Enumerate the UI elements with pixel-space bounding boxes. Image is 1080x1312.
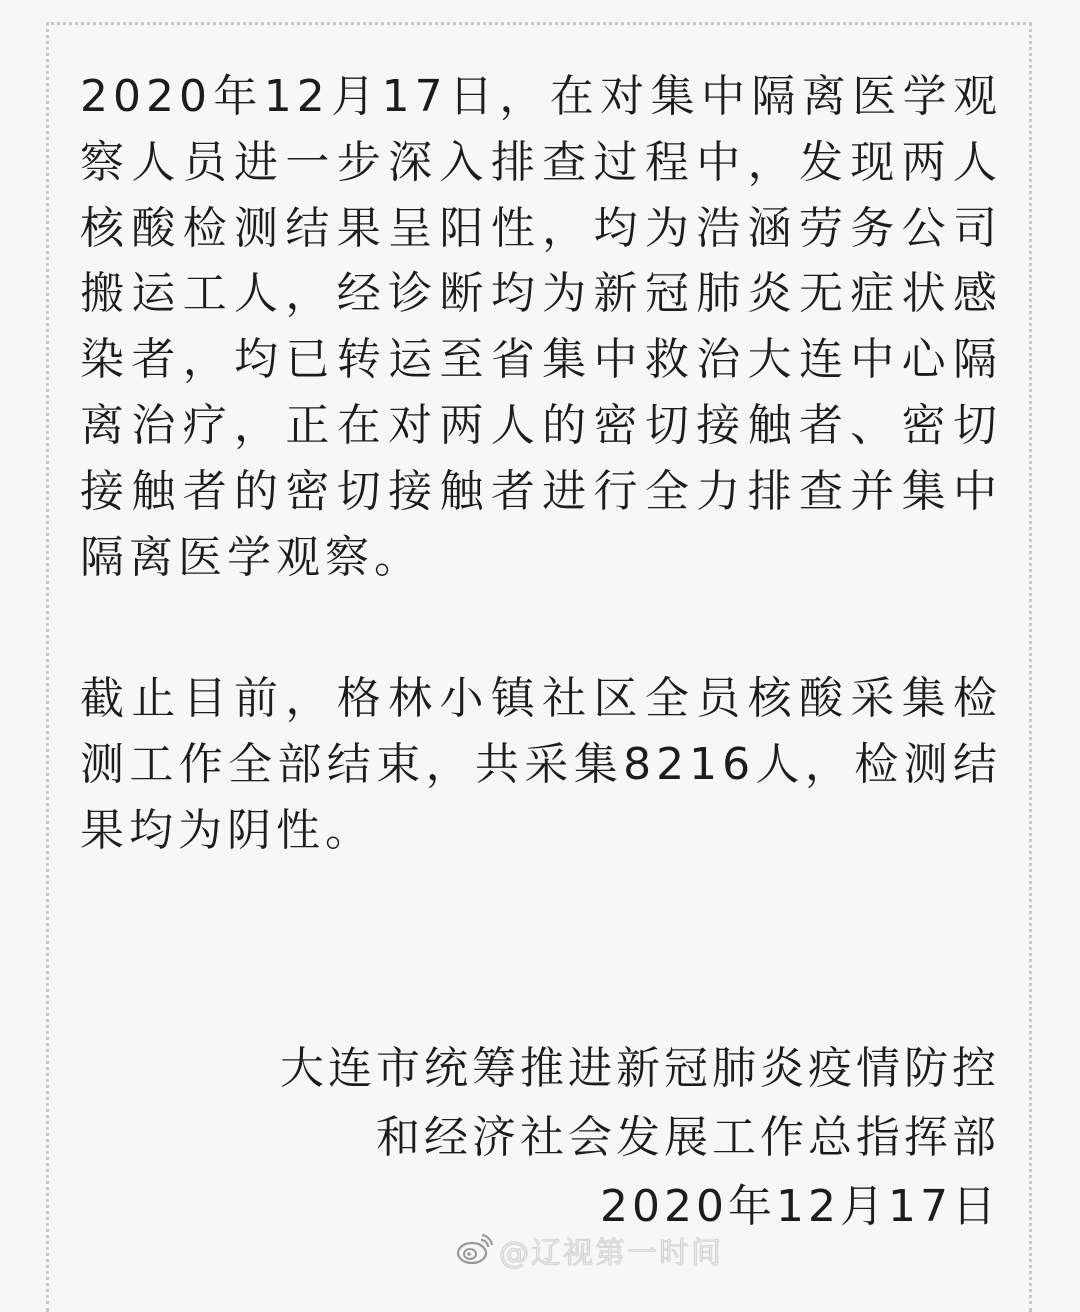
paragraph-1: 2020年12月17日，在对集中隔离医学观察人员进一步深入排查过程中，发现两人核酸检测结果呈阳性，均为浩涵劳务公司搬运工人，经诊断均为新冠肺炎无症状感染者，均已转运至省集中救治大连中心隔离治疗，正在对两人的密切接触者、密切接触者的密切接触者进行全力排查并集中隔离医学观察。 xyxy=(80,71,1002,583)
weibo-watermark xyxy=(455,1228,723,1272)
paragraph-2: 截止目前，格林小镇社区全员核酸采集检测工作全部结束，共采集8216人，检测结果均为阴性。 xyxy=(80,673,1002,856)
signature-date: 2020年12月17日 xyxy=(600,1181,1000,1232)
signature-block xyxy=(280,1034,1000,1241)
weibo-icon xyxy=(455,1234,493,1266)
article-body xyxy=(80,64,1002,864)
watermark-text: @辽视第一时间 xyxy=(499,1236,723,1271)
signature-org-line-1: 大连市统筹推进新冠肺炎疫情防控 xyxy=(280,1043,1000,1094)
signature-org-line-2: 和经济社会发展工作总指挥部 xyxy=(376,1112,1000,1163)
